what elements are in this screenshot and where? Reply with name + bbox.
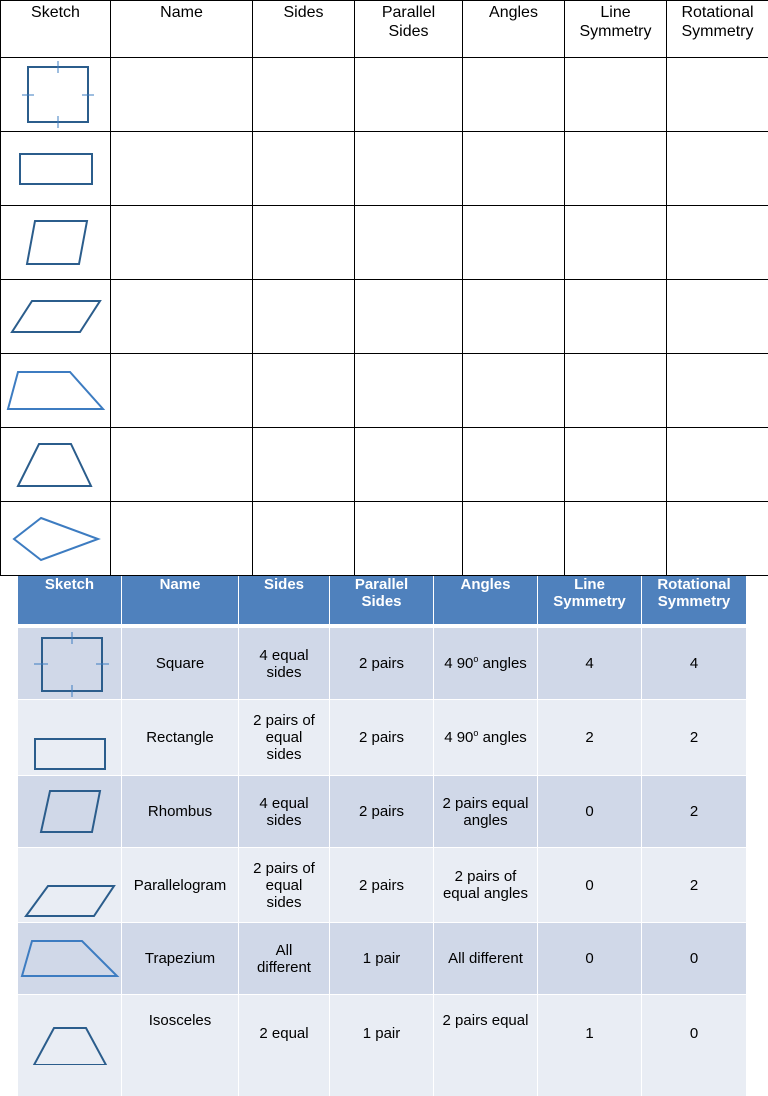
header-angles: Angles — [463, 1, 565, 58]
table-row — [18, 775, 746, 847]
table-row — [18, 922, 746, 994]
sides-value: 4 equal sides — [239, 627, 330, 699]
line-symmetry-value: 2 — [538, 699, 642, 775]
empty-cell[interactable] — [667, 206, 768, 280]
blank-row — [1, 354, 768, 428]
empty-cell[interactable] — [565, 428, 667, 502]
header-parallel-sides: Parallel Sides — [355, 1, 463, 58]
square-sketch-icon — [30, 631, 110, 697]
empty-cell[interactable] — [253, 502, 355, 576]
line-symmetry-value: 0 — [538, 775, 642, 847]
answer-header-row — [18, 576, 746, 627]
blank-row — [1, 132, 768, 206]
isosceles-trapezium-sketch-icon — [16, 441, 96, 489]
empty-cell[interactable] — [463, 428, 565, 502]
answer-header-sketch: Sketch — [18, 576, 122, 627]
empty-cell[interactable] — [253, 428, 355, 502]
parallelogram-sketch-icon — [10, 298, 102, 336]
sketch-cell — [18, 847, 122, 922]
rotational-symmetry-value: 2 — [642, 775, 746, 847]
square-sketch-icon — [16, 60, 96, 130]
empty-cell[interactable] — [355, 132, 463, 206]
blank-row — [1, 206, 768, 280]
table-row — [18, 699, 746, 775]
line-symmetry-value: 4 — [538, 627, 642, 699]
angles-value: 4 90$^o$ angles — [434, 627, 538, 699]
sketch-cell — [1, 428, 111, 502]
empty-cell[interactable] — [253, 280, 355, 354]
empty-cell[interactable] — [253, 206, 355, 280]
sketch-cell — [1, 354, 111, 428]
empty-cell[interactable] — [111, 280, 253, 354]
empty-cell[interactable] — [565, 132, 667, 206]
parallel-value: 2 pairs — [330, 699, 434, 775]
shape-name: Isosceles — [122, 994, 239, 1096]
empty-cell[interactable] — [667, 132, 768, 206]
blank-row — [1, 428, 768, 502]
sketch-cell — [1, 502, 111, 576]
empty-cell[interactable] — [667, 354, 768, 428]
kite-sketch-icon — [11, 515, 101, 563]
empty-cell[interactable] — [111, 206, 253, 280]
empty-cell[interactable] — [463, 206, 565, 280]
empty-cell[interactable] — [355, 58, 463, 132]
header-sketch: Sketch — [1, 1, 111, 58]
sketch-cell — [1, 132, 111, 206]
sides-value: 2 pairs of equal sides — [239, 847, 330, 922]
answer-table — [18, 576, 746, 1096]
rhombus-sketch-icon — [21, 218, 91, 268]
empty-cell[interactable] — [463, 58, 565, 132]
empty-cell[interactable] — [667, 428, 768, 502]
header-sides: Sides — [253, 1, 355, 58]
empty-cell[interactable] — [667, 58, 768, 132]
empty-cell[interactable] — [565, 502, 667, 576]
rotational-symmetry-value: 4 — [642, 627, 746, 699]
shape-name: Parallelogram — [122, 847, 239, 922]
sketch-cell — [18, 922, 122, 994]
sketch-cell — [18, 699, 122, 775]
sketch-cell — [18, 994, 122, 1096]
empty-cell[interactable] — [463, 132, 565, 206]
empty-cell[interactable] — [111, 502, 253, 576]
empty-cell[interactable] — [463, 280, 565, 354]
blank-row — [1, 280, 768, 354]
rotational-symmetry-value: 2 — [642, 847, 746, 922]
shape-name: Trapezium — [122, 922, 239, 994]
answer-header-angles: Angles — [434, 576, 538, 627]
sides-value: 4 equal sides — [239, 775, 330, 847]
empty-cell[interactable] — [355, 502, 463, 576]
line-symmetry-value: 0 — [538, 847, 642, 922]
rotational-symmetry-value: 0 — [642, 994, 746, 1096]
line-symmetry-value: 0 — [538, 922, 642, 994]
rectangle-sketch-icon — [16, 149, 96, 189]
empty-cell[interactable] — [355, 354, 463, 428]
answer-header-line-symmetry: Line Symmetry — [538, 576, 642, 627]
empty-cell[interactable] — [355, 280, 463, 354]
parallelogram-sketch-icon — [24, 883, 116, 919]
empty-cell[interactable] — [253, 58, 355, 132]
shape-name: Rhombus — [122, 775, 239, 847]
empty-cell[interactable] — [111, 428, 253, 502]
rotational-symmetry-value: 2 — [642, 699, 746, 775]
table-row — [18, 627, 746, 699]
empty-cell[interactable] — [111, 132, 253, 206]
empty-cell[interactable] — [355, 428, 463, 502]
shape-name: Square — [122, 627, 239, 699]
header-rotational-symmetry: Rotational Symmetry — [667, 1, 768, 58]
sketch-cell — [1, 58, 111, 132]
parallel-value: 2 pairs — [330, 775, 434, 847]
empty-cell[interactable] — [565, 280, 667, 354]
sketch-cell — [18, 775, 122, 847]
answer-header-name: Name — [122, 576, 239, 627]
parallel-value: 1 pair — [330, 994, 434, 1096]
empty-cell[interactable] — [565, 354, 667, 428]
sides-value: All different — [239, 922, 330, 994]
angles-value: All different — [434, 922, 538, 994]
sides-value: 2 equal — [239, 994, 330, 1096]
sketch-cell — [18, 627, 122, 699]
angles-value: 2 pairs of equal angles — [434, 847, 538, 922]
empty-cell[interactable] — [253, 354, 355, 428]
header-name: Name — [111, 1, 253, 58]
answer-header-rotational-symmetry: Rotational Symmetry — [642, 576, 746, 627]
table-row — [18, 994, 746, 1096]
blank-header-row — [1, 1, 768, 58]
sides-value: 2 pairs of equal sides — [239, 699, 330, 775]
shape-name: Rectangle — [122, 699, 239, 775]
blank-row — [1, 502, 768, 576]
empty-cell[interactable] — [253, 132, 355, 206]
answer-header-sides: Sides — [239, 576, 330, 627]
empty-cell[interactable] — [111, 354, 253, 428]
trapezium-sketch-icon — [6, 369, 106, 413]
parallel-value: 1 pair — [330, 922, 434, 994]
rotational-symmetry-value: 0 — [642, 922, 746, 994]
parallel-value: 2 pairs — [330, 847, 434, 922]
empty-cell[interactable] — [463, 502, 565, 576]
table-row — [18, 847, 746, 922]
rhombus-sketch-icon — [37, 788, 103, 836]
empty-cell[interactable] — [463, 354, 565, 428]
empty-cell[interactable] — [565, 206, 667, 280]
angles-value: 2 pairs equal — [434, 994, 538, 1096]
empty-cell[interactable] — [111, 58, 253, 132]
empty-cell[interactable] — [667, 280, 768, 354]
answer-header-parallel-sides: Parallel Sides — [330, 576, 434, 627]
isosceles-trapezium-sketch-icon — [30, 1025, 110, 1065]
angles-value: 2 pairs equal angles — [434, 775, 538, 847]
sketch-cell — [1, 280, 111, 354]
blank-row — [1, 58, 768, 132]
line-symmetry-value: 1 — [538, 994, 642, 1096]
angles-value: 4 90$^o$ angles — [434, 699, 538, 775]
empty-cell[interactable] — [667, 502, 768, 576]
parallel-value: 2 pairs — [330, 627, 434, 699]
sketch-cell — [1, 206, 111, 280]
empty-cell[interactable] — [565, 58, 667, 132]
empty-cell[interactable] — [355, 206, 463, 280]
rectangle-sketch-icon — [31, 737, 109, 771]
header-line-symmetry: Line Symmetry — [565, 1, 667, 58]
trapezium-sketch-icon — [20, 938, 120, 980]
